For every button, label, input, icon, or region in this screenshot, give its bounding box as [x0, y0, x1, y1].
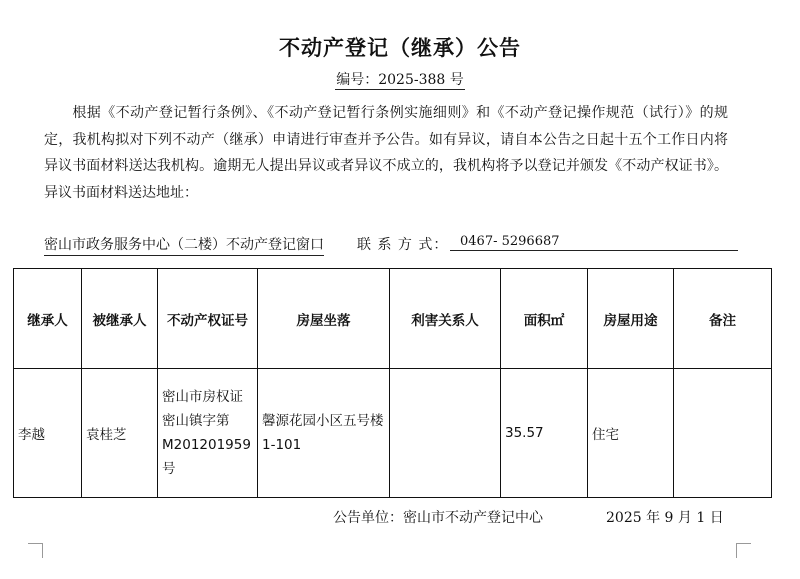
notice-number: [0, 69, 800, 89]
notice-title: 不动产登记（继承）公告: [279, 36, 521, 60]
header-certificate: 不动产权证号: [158, 269, 258, 369]
cell-interested-party: [390, 369, 501, 498]
cell-heir: 李越: [14, 369, 82, 498]
cell-usage: 住宅: [588, 369, 674, 498]
cell-certificate: 密山市房权证密山镇字第M201201959号: [158, 369, 258, 498]
notice-body: [44, 100, 728, 206]
header-area: 面积㎡: [501, 269, 588, 369]
header-heir: 继承人: [14, 269, 82, 369]
notice-table: [13, 268, 772, 498]
header-remarks: 备注: [674, 269, 772, 369]
cell-area: 35.57: [501, 369, 588, 498]
contact-phone: 0467- 5296687: [450, 234, 738, 251]
footer-issuer: 公告单位：密山市不动产登记中心: [333, 510, 543, 526]
header-location: 房屋坐落: [258, 269, 390, 369]
header-deceased: 被继承人: [82, 269, 158, 369]
contact-address: 密山市政务服务中心（二楼）不动产登记窗口: [44, 234, 324, 256]
cell-deceased: 袁桂芝: [82, 369, 158, 498]
footer-date: 2025 年 9 月 1 日: [606, 510, 724, 526]
contact-label: 联 系 方 式：: [357, 237, 449, 253]
contact-row: [44, 234, 730, 254]
page-corner-mark-left: [28, 543, 43, 558]
header-interested-party: 利害关系人: [390, 269, 501, 369]
header-usage: 房屋用途: [588, 269, 674, 369]
notice-body-text: 根据《不动产登记暂行条例》、《不动产登记暂行条例实施细则》和《不动产登记操作规范（试行）》的规定，我机构拟对下列不动产（继承）申请进行审查并予公告。如有异议，请自本公告之日起十五个工作日内将异议书面材料送达我机构。逾期无人提出异议或者异议不成立的，我机构将予以登记并颁发《不动产权证书》。 异议书面材料送达地址：: [44, 105, 728, 201]
page-corner-mark-right: [736, 543, 751, 558]
table-row: [14, 369, 772, 498]
table-header-row: [14, 269, 772, 369]
cell-location: 馨源花园小区五号楼 1-101: [258, 369, 390, 498]
cell-remarks: [674, 369, 772, 498]
notice-number-text: 编号：2025-388 号: [336, 72, 464, 88]
